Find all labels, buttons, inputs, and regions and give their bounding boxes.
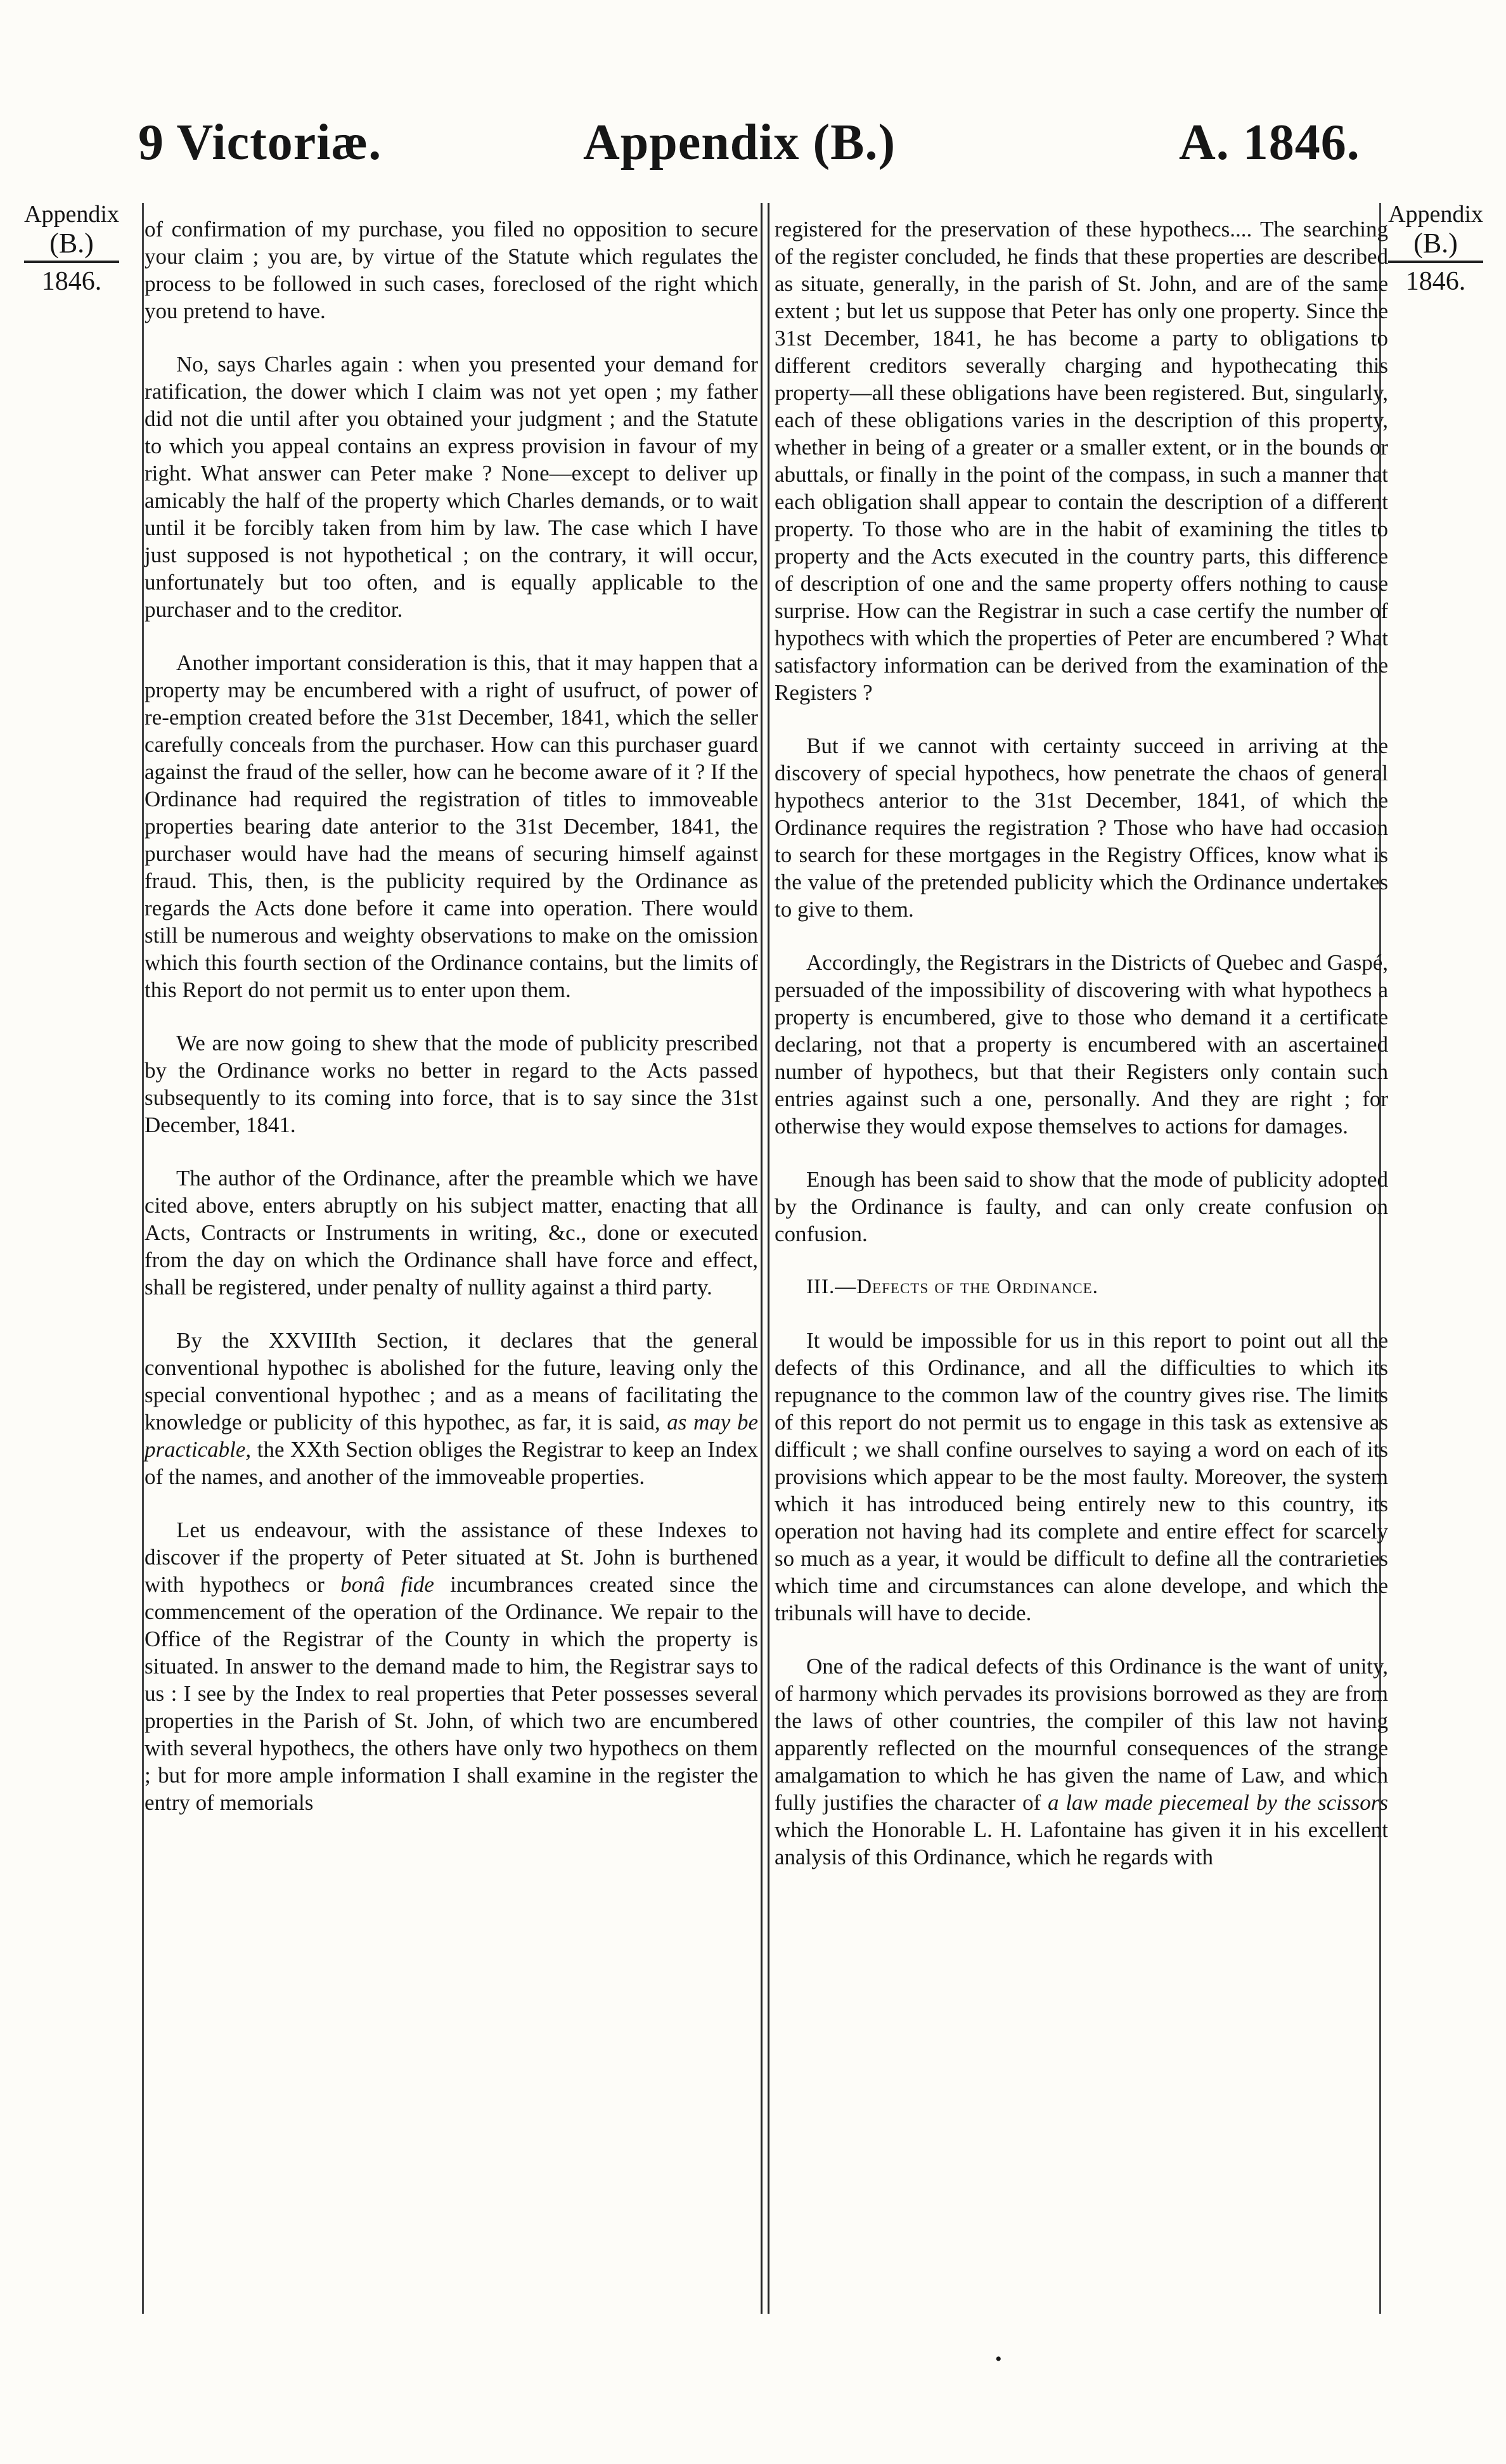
margin-note-rule [1388, 261, 1483, 263]
right-column [775, 216, 1388, 1897]
header-year: A. 1846. [1179, 115, 1360, 171]
left-border-rule [142, 203, 144, 2314]
paragraph: It would be impossible for us in this report to point out all the defects of this Ordinance, and all the difficulties to which its repugnance to the common law of the country gives rise. The limits of this report do not permit us to engage in this task as extensive as difficult ; we shall confine ourselves to saying a word on each of its provisions which appear to be the most faulty. Moreover, the system which it has introduced being entirely new to this country, its operation not having had its complete and entire effect for scarcely so much as a year, it would be difficult to define all the contrarieties which time and circumstances can alone develope, and which the tribunals will have to decide. [775, 1328, 1388, 1625]
header-session: 9 Victoriæ. [138, 115, 382, 171]
paragraph [145, 1327, 758, 1490]
paragraph: Accordingly, the Registrars in the Districts of Quebec and Gaspé, persuaded of the impossibility of discovering with what hypothecs a property is encumbered, give to those who demand it a certificate declaring, not that a property is encumbered with an ascertained number of hypothecs, but that their Registers only contain such entries against such a one, personally. And they are right ; for otherwise they would expose themselves to actions for damages. [775, 950, 1388, 1138]
italic-phrase: bonâ fide [340, 1572, 434, 1597]
paragraph: Enough has been said to show that the mode of publicity adopted by the Ordinance is faulty, and can only create confusion on confusion. [775, 1167, 1388, 1246]
running-header [0, 114, 1506, 184]
margin-note-year: 1846. [41, 267, 102, 296]
text-run: By the XXVIIIth Section, it declares that the general conventional hypothec is abolished for the future, leaving only the special conventional hypothec ; and as a means of facilitating the knowledge or publicity of this hypothec, as far, it is said, [145, 1328, 758, 1435]
margin-note-year: 1846. [1405, 267, 1466, 296]
italic-phrase: as may be practicable, [145, 1410, 758, 1462]
text-run: incumbrances created since the commencement of the operation of the Ordinance. We repair to the Office of the Registrar of the County in which the property is situated. In answer to the demand made to him, the Registrar says to us : I see by the Index to real properties that Peter possesses several properties in the Parish of St. John, of which two are encumbered with several hypothecs, the others have only two hypothecs on them ; but for more ample information I shall examine in the register the entry of memorials [145, 1572, 759, 1815]
margin-note-left [18, 200, 126, 296]
left-column [145, 216, 758, 1842]
margin-note-appendix: Appendix [1388, 201, 1483, 228]
margin-note-rule [24, 261, 119, 263]
paragraph: of confirmation of my purchase, you filed no opposition to secure your claim ; you are, by virtue of the Statute which regulates the process to be followed in such cases, foreclosed of the right which you pretend to have. [145, 217, 758, 323]
column-divider [761, 203, 763, 2314]
text-run: the XXth Section obliges the Registrar to keep an Index of the names, and another of the immoveable properties. [145, 1437, 758, 1489]
paragraph: Another important consideration is this, that it may happen that a property may be encumbered with a right of usufruct, of power of re-emption created before the 31st December, 1841, which the seller carefully conceals from the purchaser. How can this purchaser guard against the fraud of the seller, how can he become aware of it ? If the Ordinance had required the registration of titles to immoveable properties bearing date anterior to the 31st December, 1841, the purchaser would have had the means of securing himself against fraud. This, then, is the publicity required by the Ordinance as regards the Acts done before it came into operation. There would still be numerous and weighty observations to make on the omission which this fourth section of the Ordinance contains, but the limits of this Report do not permit us to enter upon them. [145, 650, 758, 1002]
margin-note-letter: (B.) [1413, 228, 1458, 259]
header-appendix: Appendix (B.) [583, 115, 896, 171]
italic-phrase: a law made piecemeal by the scissors [1047, 1790, 1388, 1815]
section-heading: III.—Defects of the Ordinance. [806, 1275, 1098, 1298]
paragraph: But if we cannot with certainty succeed in arriving at the discovery of special hypothecs, how penetrate the chaos of general hypothecs anterior to the 31st December, 1841, of which the Ordinance requires the registration ? Those who have had occasion to search for these mortgages in the Registry Offices, know what is the value of the pretended publicity which the Ordinance undertakes to give to them. [775, 733, 1388, 922]
text-run: One of the radical defects of this Ordinance is the want of unity, of harmony which pervades its provisions borrowed as they are from the laws of other countries, the compiler of this law not having apparently reflected on the mournful consequences of the strange amalgamation to which he has given the name of Law, and which fully justifies the character of [775, 1654, 1388, 1815]
paragraph: The author of the Ordinance, after the preamble which we have cited above, enters abruptly on his subject matter, enacting that all Acts, Contracts or Instruments in writing, &c., done or executed from the day on which the Ordinance shall have force and effect, shall be registered, under penalty of nullity against a third party. [145, 1166, 758, 1300]
margin-note-right [1382, 200, 1490, 296]
printers-mark: • [995, 2349, 1002, 2370]
paragraph [775, 1653, 1388, 1871]
column-divider [768, 203, 769, 2314]
paragraph [145, 1516, 758, 1816]
text-run: which the Honorable L. H. Lafontaine has given it in his excellent analysis of this Ordinance, which he regards with [775, 1817, 1388, 1869]
text-run: Let us endeavour, with the assistance of these Indexes to discover if the property of Peter situated at St. John is burthened with hypothecs or [145, 1518, 758, 1597]
paragraph: No, says Charles again : when you presented your demand for ratification, the dower which I claim was not yet open ; my father did not die until after you obtained your judgment ; and the Statute to which you appeal contains an express provision in favour of my right. What answer can Peter make ? None—except to deliver up amicably the half of the property which Charles demands, or to wait until it be forcibly taken from him by law. The case which I have just supposed is not hypothetical ; on the contrary, it will occur, unfortunately but too often, and is equally applicable to the purchaser and to the creditor. [145, 352, 758, 622]
margin-note-letter: (B.) [49, 228, 94, 259]
paragraph: We are now going to shew that the mode of publicity prescribed by the Ordinance works no better in regard to the Acts passed subsequently to its coming into force, that is to say since the 31st December, 1841. [145, 1031, 758, 1137]
margin-note-appendix: Appendix [24, 201, 119, 228]
paragraph: registered for the preservation of these hypothecs.... The searching of the register concluded, he finds that these properties are described as situate, generally, in the parish of St. John, and are of the same extent ; but let us suppose that Peter has only one property. Since the 31st December, 1841, he has become a party to obligations to different creditors severally charging and hypothecating this property—all these obligations have been registered. But, singularly, each of these obligations varies in the description of this property, whether in being of a greater or a smaller extent, or in the bounds or abuttals, or finally in the point of the compass, in such a manner that each obligation shall appear to contain the description of a different property. To those who are in the habit of examining the titles to property and the Acts executed in the country parts, this difference of description of one and the same property offers nothing to cause surprise. How can the Registrar in such a case certify the number of hypothecs with which the properties of Peter are encumbered ? What satisfactory information can be derived from the examination of the Registers ? [775, 217, 1388, 705]
